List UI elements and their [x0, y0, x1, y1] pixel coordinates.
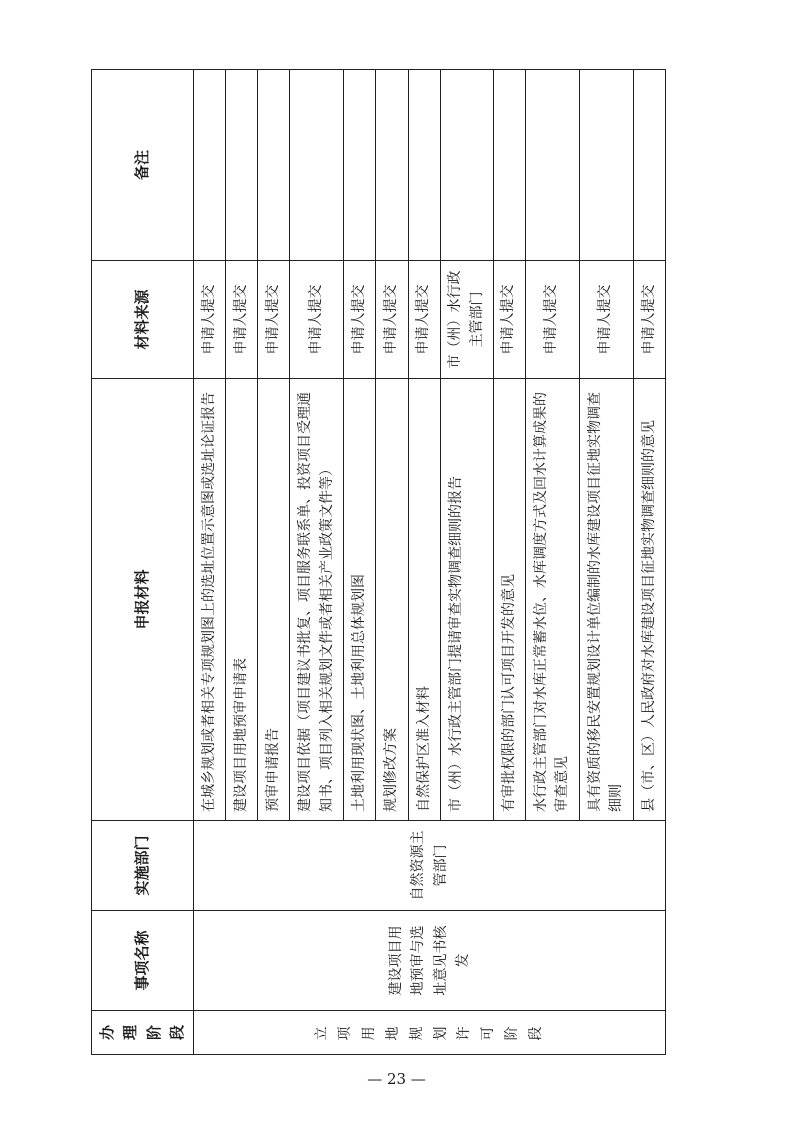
material-cell: 规划修改方案 [376, 379, 408, 821]
material-cell: 建设项目依据（项目建议书批复、项目服务联系单、投资项目受理通知书、项目列入相关规划文件或者相关产业政策文件等） [290, 379, 344, 821]
note-cell [226, 70, 258, 261]
source-cell: 申请人提交 [633, 261, 665, 379]
stage-cell: 立项用地规划许可阶段 [194, 1011, 666, 1055]
note-cell [408, 70, 440, 261]
material-cell: 水行政主管部门对水库正常蓄水位、水库调度方式及回水计算成果的审查意见 [525, 379, 579, 821]
source-cell: 申请人提交 [408, 261, 440, 379]
header-materials: 申报材料 [92, 379, 194, 821]
note-cell [525, 70, 579, 261]
source-cell: 市（州）水行政主管部门 [440, 261, 493, 379]
note-cell [290, 70, 344, 261]
source-cell: 申请人提交 [579, 261, 633, 379]
header-item-name: 事项名称 [92, 911, 194, 1011]
note-cell [633, 70, 665, 261]
note-cell [376, 70, 408, 261]
note-cell [579, 70, 633, 261]
material-cell: 预审申请报告 [258, 379, 290, 821]
table-row [194, 70, 226, 1055]
header-stage: 办理阶段 [92, 1011, 194, 1055]
source-cell: 申请人提交 [226, 261, 258, 379]
note-cell [344, 70, 376, 261]
source-cell: 申请人提交 [258, 261, 290, 379]
material-cell: 土地利用现状图、土地利用总体规划图 [344, 379, 376, 821]
material-cell: 有审批权限的部门认可项目开发的意见 [493, 379, 525, 821]
source-cell: 申请人提交 [290, 261, 344, 379]
material-cell: 县（市、区）人民政府对水库建设项目征地实物调查细则的意见 [633, 379, 665, 821]
header-department: 实施部门 [92, 821, 194, 911]
page-number: — 23 — [367, 1070, 426, 1088]
source-cell: 申请人提交 [344, 261, 376, 379]
material-cell: 自然保护区准入材料 [408, 379, 440, 821]
material-cell: 具有资质的移民安置规划设计单位编制的水库建设项目征地实物调查细则 [579, 379, 633, 821]
material-cell: 建设项目用地预审申请表 [226, 379, 258, 821]
note-cell [493, 70, 525, 261]
header-source: 材料来源 [92, 261, 194, 379]
header-note: 备注 [92, 70, 194, 261]
rotated-table-container [91, 70, 666, 1055]
source-cell: 申请人提交 [525, 261, 579, 379]
source-cell: 申请人提交 [194, 261, 226, 379]
application-materials-table [91, 69, 666, 1055]
note-cell [194, 70, 226, 261]
source-cell: 申请人提交 [493, 261, 525, 379]
item-name-cell: 建设项目用地预审与选址意见书核发 [194, 911, 666, 1011]
source-cell: 申请人提交 [376, 261, 408, 379]
note-cell [258, 70, 290, 261]
table-header-row [92, 70, 194, 1055]
material-cell: 在城乡规划或者相关专项规划图上的选址位置示意图或选址论证报告 [194, 379, 226, 821]
department-cell: 自然资源主管部门 [194, 821, 666, 911]
note-cell [440, 70, 493, 261]
material-cell: 市（州）水行政主管部门提请审查实物调查细则的报告 [440, 379, 493, 821]
